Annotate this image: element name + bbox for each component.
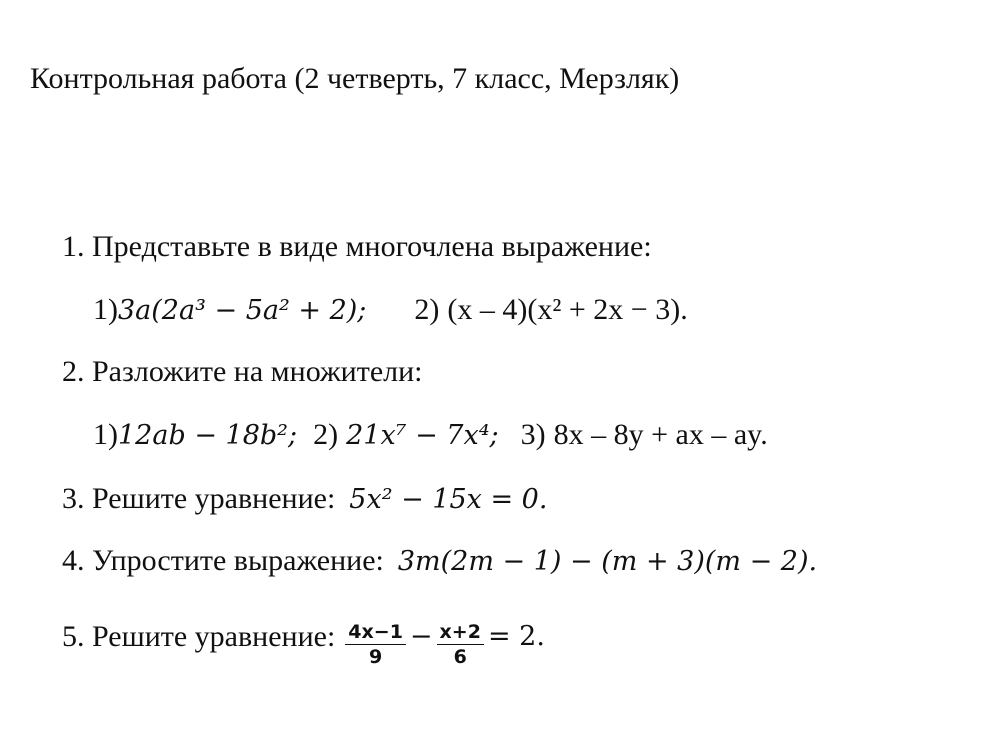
task-text: Упростите выражение: (92, 544, 384, 577)
task-text: Решите уравнение: (92, 619, 336, 653)
task-3 (62, 482, 547, 516)
item-expression: 8x – 8y + ax – ay. (553, 418, 768, 451)
task-4 (62, 544, 817, 578)
fraction-2 (437, 620, 484, 669)
fraction-numerator: 4x−1 (348, 621, 403, 643)
document-title: Контрольная работа (2 четверть, 7 класс, Мерзляк) (30, 62, 680, 95)
task-5 (62, 612, 545, 668)
item-label: 2) (414, 293, 440, 326)
fraction-denominator: 9 (368, 646, 383, 668)
task-expression: 5x² − 15x = 0. (349, 484, 548, 515)
task-2 (62, 355, 423, 389)
task-number: 4. (62, 544, 85, 577)
item-expression: (x – 4)(x² + 2x − 3). (447, 293, 688, 326)
fraction-1 (345, 620, 406, 669)
task-text: Представьте в виде многочлена выражение: (92, 230, 652, 263)
task-2-items (93, 418, 768, 452)
task-number: 2. (62, 355, 85, 388)
task-text: Решите уравнение: (92, 482, 336, 515)
task-number: 3. (62, 482, 85, 515)
task-1 (62, 230, 652, 264)
item-expression: 21x⁷ − 7x⁴; (346, 420, 499, 451)
task-text: Разложите на множители: (92, 355, 423, 388)
fraction-denominator: 6 (453, 646, 467, 668)
task-expression: 3m(2m − 1) − (m + 3)(m − 2). (397, 546, 818, 577)
item-label: 3) (520, 418, 546, 451)
item-label: 1) (93, 293, 118, 326)
item-expression: 3a(2a³ − 5a² + 2); (118, 295, 367, 326)
item-expression: 12ab − 18b²; (118, 420, 298, 451)
task-1-items (93, 293, 688, 327)
task-number: 5. (62, 619, 85, 653)
task-number: 1. (62, 230, 85, 263)
fraction-numerator: x+2 (439, 621, 481, 643)
minus-operator: − (409, 621, 433, 652)
item-label: 1) (93, 418, 118, 451)
item-label: 2) (313, 418, 339, 451)
equation-rhs: = 2. (487, 621, 545, 652)
